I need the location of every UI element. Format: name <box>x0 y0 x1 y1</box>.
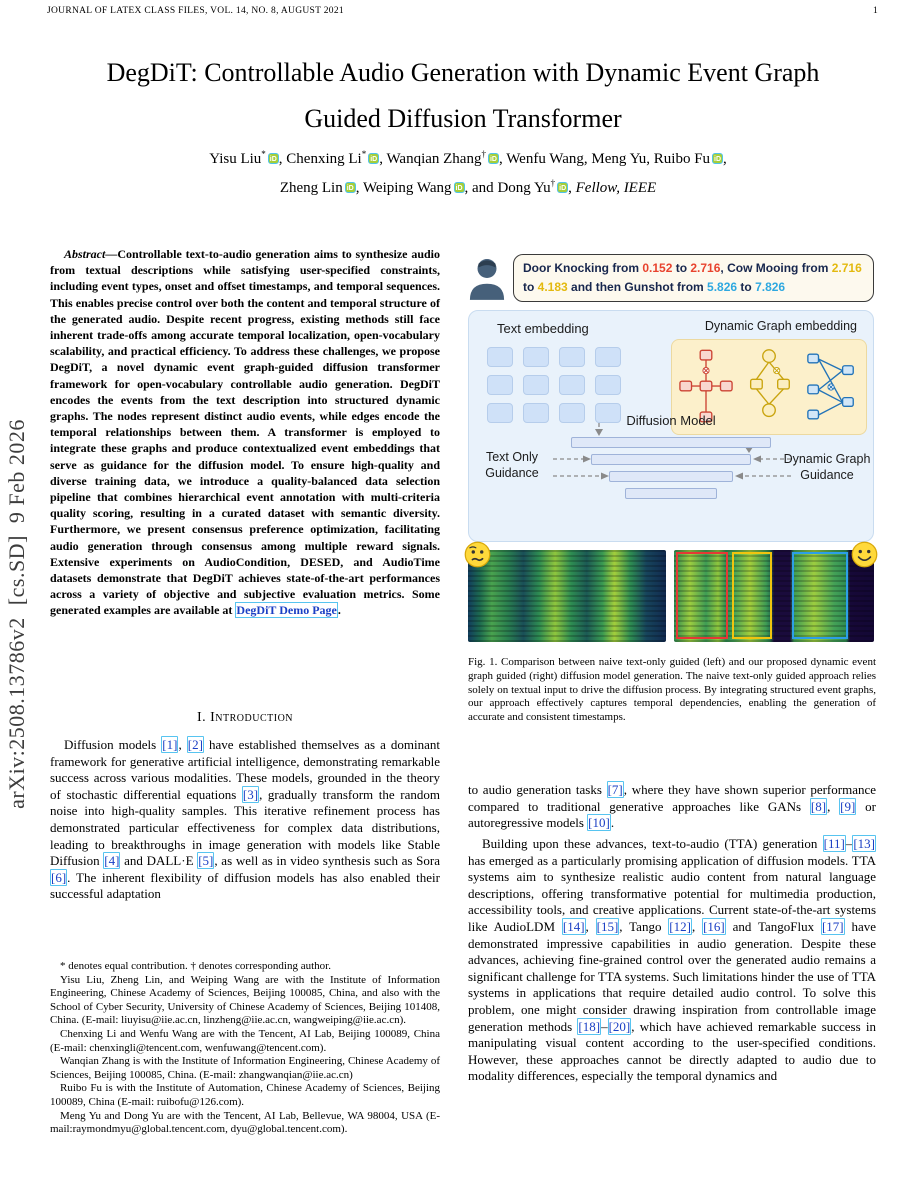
prompt-text: to <box>672 261 691 275</box>
event-box-gunshot <box>792 552 848 639</box>
author-footnote: Ruibo Fu is with the Institute of Automation, Chinese Academy of Sciences, Beijing 100089, China (E-mail: ruibofu@126.com). <box>50 1082 440 1108</box>
citation-link[interactable]: [17] <box>821 918 844 934</box>
happy-face-icon <box>851 541 878 568</box>
spectrogram-graph-guided <box>674 550 874 642</box>
citation-link[interactable]: [2] <box>187 737 203 752</box>
figure-caption-text: Comparison between naive text-only guided (left) and our proposed dynamic event graph guided (right) diffusion model generation. The naive text-only guided approach relies solely on textual input to drive the diffusion process. By integrating structured event graphs, our approach effectively captures temporal dependencies, enabling the generation of accurate and consistent timestamps. <box>468 656 876 724</box>
citation-link[interactable]: [3] <box>242 786 259 802</box>
speech-bubble-text <box>523 261 862 294</box>
citation-link[interactable]: [13] <box>853 836 875 851</box>
author-name: Wenfu Wang <box>506 151 584 167</box>
spectrogram-text-only <box>468 550 666 642</box>
orcid-icon[interactable]: iD <box>268 153 279 164</box>
timestamp-value: 7.826 <box>755 280 786 294</box>
paper-title-line-1: DegDiT: Controllable Audio Generation with Dynamic Event Graph <box>106 58 820 87</box>
figure-prompt-row <box>468 252 874 304</box>
paper-title <box>40 50 886 142</box>
citation-link[interactable]: [15] <box>596 918 619 934</box>
prompt-text: to <box>737 280 756 294</box>
spectrogram-row <box>468 550 874 642</box>
citation-link[interactable]: [8] <box>810 798 827 814</box>
author-name: Zheng Lin iD <box>279 180 354 196</box>
author-line-2: Zheng Lin iD , Weiping Wang iD , and Dong Yu†iD , Fellow, IEEE <box>279 178 657 196</box>
citation-link[interactable]: [11] <box>823 836 845 851</box>
arxiv-watermark: arXiv:2508.13786v2 [cs.SD] 9 Feb 2026 <box>4 419 29 809</box>
prompt-text: Door Knocking from <box>523 261 643 275</box>
prompt-text: to <box>523 280 538 294</box>
timestamp-value: 5.826 <box>707 280 738 294</box>
figure-caption-label: Fig. 1. <box>468 656 498 668</box>
timestamp-value: 2.716 <box>690 261 721 275</box>
citation-link[interactable]: [7] <box>607 782 623 797</box>
fellow-ieee-label: Fellow, IEEE <box>575 180 657 196</box>
author-line-1: Yisu Liu*iD , Chenxing Li*iD , Wanqian Zhang†iD , Wenfu Wang, Meng Yu, Ruibo Fu iD , <box>209 149 727 167</box>
timestamp-value: 2.716 <box>831 261 862 275</box>
author-name: Yisu Liu*iD <box>209 149 277 167</box>
author-name: Meng Yu <box>591 151 647 167</box>
page-number: 1 <box>872 6 878 16</box>
paper-title-line-2: Guided Diffusion Transformer <box>304 104 622 133</box>
citation-link[interactable]: [14] <box>562 918 585 934</box>
intro-paragraph: Diffusion models [1], [2] have established themselves as a dominant framework for generative artificial intelligence, demonstrating remarkable success across various modalities. These models, grounded in the theory of stochastic differential equations [3], gradually transform the random noise into high-quality samples. This iterative refinement process has demonstrated particular effectiveness for complex data distributions, leading to breakthroughs in image generation with models like Stable Diffusion [4] and DALL·E [5], as well as in video synthesis such as Sora [6]. The inherent flexibility of diffusion models has also enabled their successful adaptation <box>50 737 441 902</box>
abstract-label: Abstract— <box>64 247 118 261</box>
text-only-guidance-label: Text Only Guidance <box>485 450 539 480</box>
citation-link[interactable]: [5] <box>198 853 214 869</box>
citation-link[interactable]: [12] <box>669 918 691 934</box>
section-heading-introduction: I. Introduction <box>196 710 294 725</box>
prompt-text: , Cow Mooing from <box>720 261 832 275</box>
figure-caption <box>468 656 876 725</box>
author-footnote: Yisu Liu, Zheng Lin, and Weiping Wang are with the Institute of Information Engineering, Chinese Academy of Sciences, Beijing 100085, China, and also with the School of Cyber Security, University of Chinese Academy of Sciences, Beijing 101408, China. (E-mail: liuyisu@iie.ac.cn, linzheng@iie.ac.cn, wangweiping@iie.ac.cn). <box>50 973 440 1027</box>
citation-link[interactable]: [4] <box>104 853 120 869</box>
right-column-paragraph-2: Building upon these advances, text-to-audio (TTA) generation [11]–[13] has emerged as a particularly promising application of diffusion models. TTA systems aim to synthesize realistic audio content from natural language descriptions, offering transformative potential for multimedia production, accessibility tools, and creative applications. Current state-of-the-art systems like AudioLDM [14], [15], Tango [12], [16] and TangoFlux [17] have demonstrated impressive capabilities in audio generation. Despite these advances, achieving fine-grained control over the generated audio remains a significant challenge for TTA systems. Such limitations hinder the use of TTA systems in applications that require detailed audio control. To solve this problem, one might consider drawing inspiration from controllable image generation methods [18]–[20], which have achieved remarkable success in manipulating visual content according to the user-specified conditions. However, these approaches cannot be directly adapted to audio due to modality differences, especially the temporal dynamics and <box>468 836 876 1084</box>
orcid-icon[interactable]: iD <box>454 182 465 193</box>
orcid-icon[interactable]: iD <box>345 182 356 193</box>
orcid-icon[interactable]: iD <box>712 153 723 164</box>
citation-link[interactable]: [10] <box>588 815 610 831</box>
figure-1 <box>468 252 874 642</box>
citation-link[interactable]: [9] <box>840 798 856 814</box>
graph-guidance-label: Dynamic Graph Guidance <box>783 452 871 482</box>
event-box-cow-mooing <box>732 552 772 639</box>
abstract-text: Controllable text-to-audio generation aims to synthesize audio from textual descriptions while satisfying user-specified constraints, including event types, onset and offset timestamps, and temporal sequences. This enables precise control over both the content and temporal structure of the generated audio. Despite recent progress, existing methods still face inherent trade-offs among accurate temporal localization, open-vocabulary scalability, and practical efficiency. To address these challenges, we propose DegDiT, a novel dynamic event graph-guided diffusion transformer framework for open-vocabulary controllable audio generation. DegDiT encodes the events from the text description into structured dynamic graphs. The nodes represent distinct audio events, while edges encode the temporal relationships between them. A transformer is employed to integrate these graphs and produce contextualized event embeddings that serve as guidance for the diffusion model. To ensure high-quality and diverse training data, we introduce a quality-balanced data selection pipeline that combines hierarchical event annotation with multi-criteria quality scoring, resulting in a curated dataset with semantic diversity. Furthermore, we present consensus preference optimization, facilitating audio generation through consensus among multiple reward signals. Extensive experiments on AudioCondition, DESED, and AudioTime datasets demonstrate that DegDiT achieves state-of-the-art performances across a variety of objective and subjective evaluation metrics. Some generated examples are available at <box>50 247 440 618</box>
orcid-icon[interactable]: iD <box>368 153 379 164</box>
diffusion-bar <box>609 471 733 482</box>
orcid-icon[interactable]: iD <box>488 153 499 164</box>
right-column-paragraph-1: to audio generation tasks [7], where they have shown superior performance compared to traditional generative approaches like GANs [8], [9] or autoregressive models [10]. <box>468 782 877 831</box>
author-footnote: Wanqian Zhang is with the Institute of Information Engineering, Chinese Academy of Sciences, Beijing 100085, China. (E-mail: zhangwanqian@iie.ac.cn) <box>50 1055 440 1081</box>
speech-bubble <box>513 254 874 302</box>
diffusion-bar <box>591 454 751 465</box>
author-block <box>60 142 876 200</box>
diffusion-bar <box>571 437 771 448</box>
author-footnote: * denotes equal contribution. † denotes corresponding author. <box>60 960 331 972</box>
abstract-paragraph <box>50 246 440 619</box>
author-footnote: Meng Yu and Dong Yu are with the Tencent, AI Lab, Bellevue, WA 98004, USA (E-mail:raymondmyu@global.tencent.com, dyu@global.tencent.com). <box>50 1109 440 1136</box>
prompt-text: and then Gunshot from <box>567 280 708 294</box>
author-name: Weiping Wang iD <box>362 180 463 196</box>
diffusion-bar <box>625 488 717 499</box>
confused-face-icon <box>464 541 491 568</box>
footnotes <box>50 960 440 1137</box>
speaker-person-icon <box>468 256 506 300</box>
citation-link[interactable]: [20] <box>608 1018 631 1034</box>
text-embedding-label: Text embedding <box>497 321 589 336</box>
abstract-period: . <box>337 603 341 618</box>
citation-link[interactable]: [1] <box>162 737 178 752</box>
figure-main-panel <box>468 310 874 542</box>
author-name: Dong Yu†iD <box>497 178 567 196</box>
running-header <box>47 6 878 16</box>
orcid-icon[interactable]: iD <box>557 182 568 193</box>
graph-embedding-label: Dynamic Graph embedding <box>704 319 857 333</box>
event-box-door-knocking <box>676 552 728 639</box>
citation-link[interactable]: [18] <box>578 1018 601 1034</box>
timestamp-value: 4.183 <box>537 280 568 294</box>
author-name: Wanqian Zhang†iD <box>386 149 497 167</box>
author-name: Ruibo Fu iD <box>653 151 722 167</box>
citation-link[interactable]: [6] <box>51 869 67 885</box>
diffusion-model-label: Diffusion Model <box>626 413 716 428</box>
author-footnote: Chenxing Li and Wenfu Wang are with the Tencent, AI Lab, Beijing 100089, China (E-mail: chenxingli@tencent.com, wenfuwang@tencent.com). <box>50 1027 440 1054</box>
journal-name: JOURNAL OF LATEX CLASS FILES, VOL. 14, NO. 8, AUGUST 2021 <box>47 6 344 16</box>
citation-link[interactable]: [16] <box>703 918 725 934</box>
author-name: Chenxing Li*iD <box>286 149 378 167</box>
timestamp-value: 0.152 <box>642 261 673 275</box>
demo-page-link[interactable]: DegDiT Demo Page <box>236 603 337 618</box>
